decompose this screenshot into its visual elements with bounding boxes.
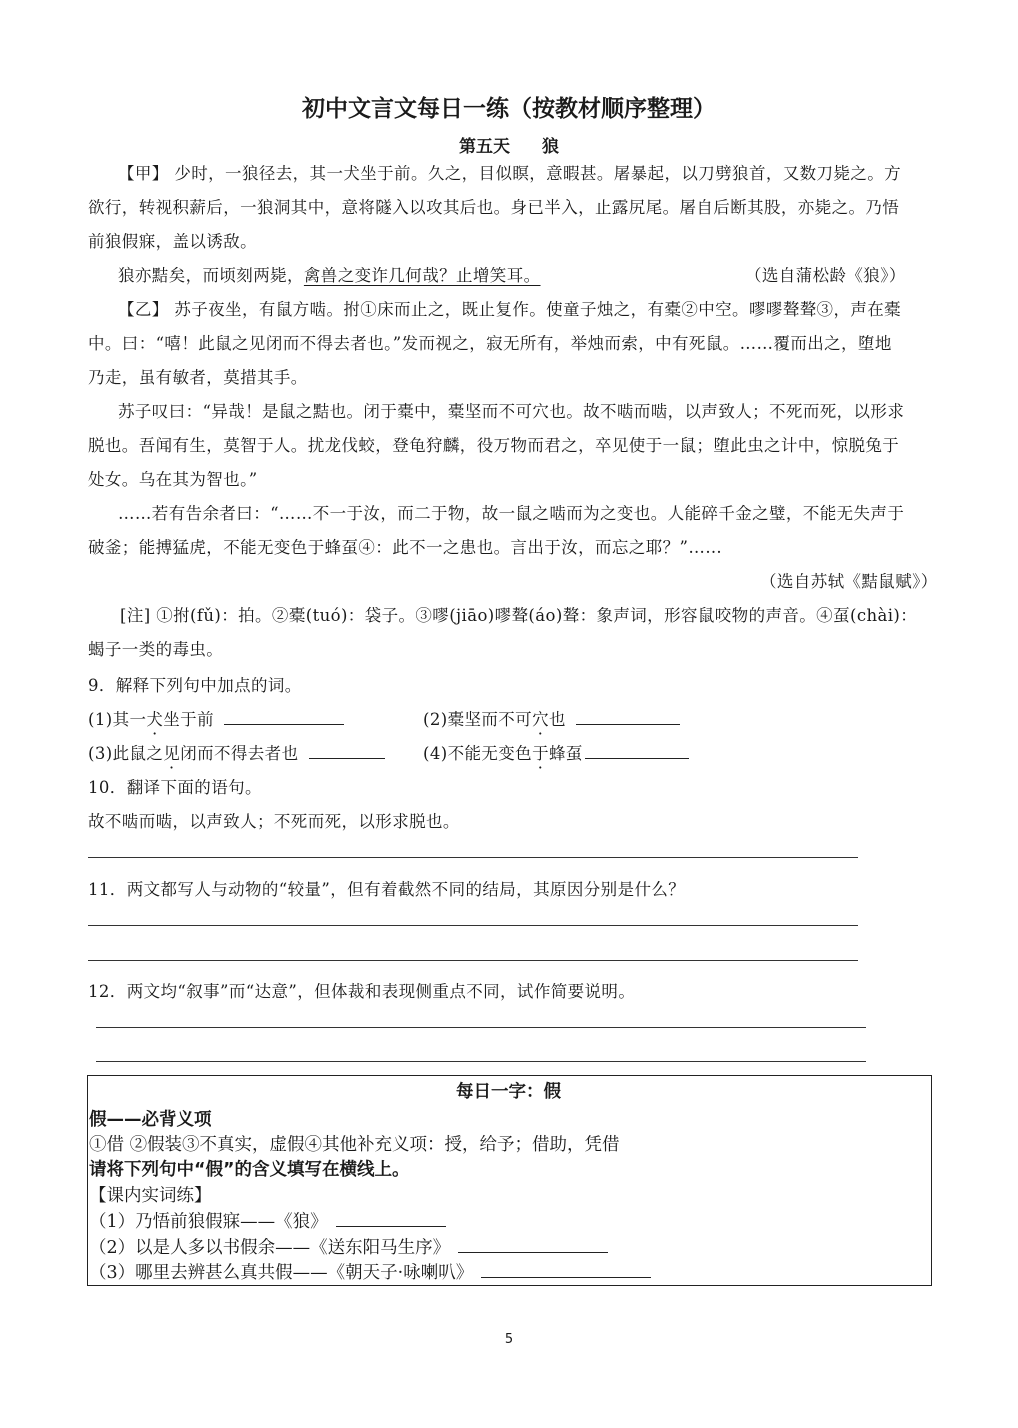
q9-item-4: (4)不能无变色于蜂虿 — [423, 740, 689, 764]
question-11: 11．两文都写人与动物的“较量”，但有着截然不同的结局，其原因分别是什么？ — [88, 880, 686, 899]
passage-b-line-6: 处女。乌在其为智也。” — [88, 470, 258, 489]
day-label: 第五天 — [459, 137, 510, 157]
answer-blank[interactable] — [481, 1261, 651, 1278]
passage-b-line-2: 中。曰：“嘻！此鼠之见闭而不得去者也。”发而视之，寂无所有，举烛而索，中有死鼠。……覆而出之，堕地 — [88, 334, 892, 353]
passage-b-line-1: 【乙】 苏子夜坐，有鼠方啮。拊①床而止之，既止复作。使童子烛之，有橐②中空。嘐嘐聱聱③，声在橐 — [118, 300, 902, 319]
answer-blank[interactable] — [585, 742, 689, 759]
answer-line[interactable] — [88, 960, 858, 961]
question-12: 12．两文均“叙事”而“达意”，但体裁和表现侧重点不同，试作简要说明。 — [88, 982, 636, 1001]
page-title: 初中文言文每日一练（按教材顺序整理） — [302, 96, 716, 122]
daily-word-heading: 假——必背义项 — [89, 1110, 212, 1130]
underlined-sentence: 禽兽之变诈几何哉？止增笑耳。 — [303, 266, 541, 285]
answer-line[interactable] — [96, 1027, 866, 1028]
passage-b-line-8: 破釜；能搏猛虎，不能无变色于蜂虿④：此不一之患也。言出于汝，而忘之耶？”…… — [88, 538, 723, 557]
daily-word-item-1: （1）乃悟前狼假寐——《狼》 — [89, 1208, 446, 1233]
question-10: 10．翻译下面的语句。 — [88, 778, 262, 797]
answer-blank[interactable] — [309, 742, 385, 759]
q9-item-1: (1)其一犬坐于前 — [88, 706, 344, 730]
page-number: 5 — [504, 1332, 514, 1347]
question-9: 9．解释下列句中加点的词。 — [88, 676, 302, 695]
daily-word-instruction: 请将下列句中“假”的含义填写在横线上。 — [89, 1160, 410, 1180]
lesson-subtitle — [0, 132, 1018, 157]
answer-line[interactable] — [88, 857, 858, 858]
q10-sentence: 故不啮而啮，以声致人；不死而死，以形求脱也。 — [88, 812, 460, 831]
lesson-name: 狼 — [542, 137, 559, 157]
passage-a-line-2: 欲行，转视积薪后，一狼洞其中，意将隧入以攻其后也。身已半入，止露尻尾。屠自后断其股，亦毙之。乃悟 — [88, 198, 900, 217]
passage-b-line-4: 苏子叹曰：“异哉！是鼠之黠也。闭于橐中，橐坚而不可穴也。故不啮而啮，以声致人；不死而死，以形求 — [118, 402, 905, 421]
daily-word-section: 【课内实词练】 — [89, 1186, 212, 1206]
q9-item-2: (2)橐坚而不可穴也 — [423, 706, 680, 730]
passage-a-line-1: 【甲】 少时，一狼径去，其一犬坐于前。久之，目似瞑，意暇甚。屠暴起，以刀劈狼首，又数刀毙之。方 — [118, 164, 902, 183]
answer-blank[interactable] — [336, 1210, 446, 1227]
passage-a-line-3: 前狼假寐，盖以诱敌。 — [88, 232, 257, 251]
answer-line[interactable] — [96, 1061, 866, 1062]
daily-word-item-3: （3）哪里去辨甚么真共假——《朝天子·咏喇叭》 — [89, 1259, 651, 1284]
answer-blank[interactable] — [458, 1236, 608, 1253]
passage-b-line-5: 脱也。吾闻有生，莫智于人。扰龙伐蛟，登龟狩麟，役万物而君之，卒见使于一鼠；堕此虫之计中，惊脱兔于 — [88, 436, 900, 455]
passage-b-line-3: 乃走，虽有敏者，莫措其手。 — [88, 368, 308, 387]
answer-line[interactable] — [88, 925, 858, 926]
daily-word-item-2: （2）以是人多以书假余——《送东阳马生序》 — [89, 1234, 608, 1259]
passage-b-source: （选自苏轼《黠鼠赋》） — [760, 572, 938, 591]
passage-a-source: （选自蒲松龄《狼》） — [745, 266, 906, 285]
passage-b-line-7: ……若有告余者曰：“……不一于汝，而二于物，故一鼠之啮而为之变也。人能碎千金之璧，不能无失声于 — [118, 504, 905, 523]
answer-blank[interactable] — [576, 708, 680, 725]
notes-line-1: [注] ①拊(fǔ)：拍。②橐(tuó)：袋子。③嘐(jiāo)嘐聱(áo)聱：象声词，形容鼠咬物的声音。④虿(chài)： — [120, 606, 918, 625]
answer-blank[interactable] — [224, 708, 344, 725]
daily-word-title: 每日一字：假 — [456, 1082, 561, 1102]
notes-line-2: 蝎子一类的毒虫。 — [88, 640, 224, 659]
q9-item-3: (3)此鼠之见闭而不得去者也 — [88, 740, 385, 764]
passage-a-line-4: 狼亦黠矣，而顷刻两毙，禽兽之变诈几何哉？止增笑耳。 — [118, 266, 541, 285]
daily-word-meanings: ①借 ②假装③不真实，虚假④其他补充义项：授，给予；借助，凭借 — [89, 1135, 620, 1155]
